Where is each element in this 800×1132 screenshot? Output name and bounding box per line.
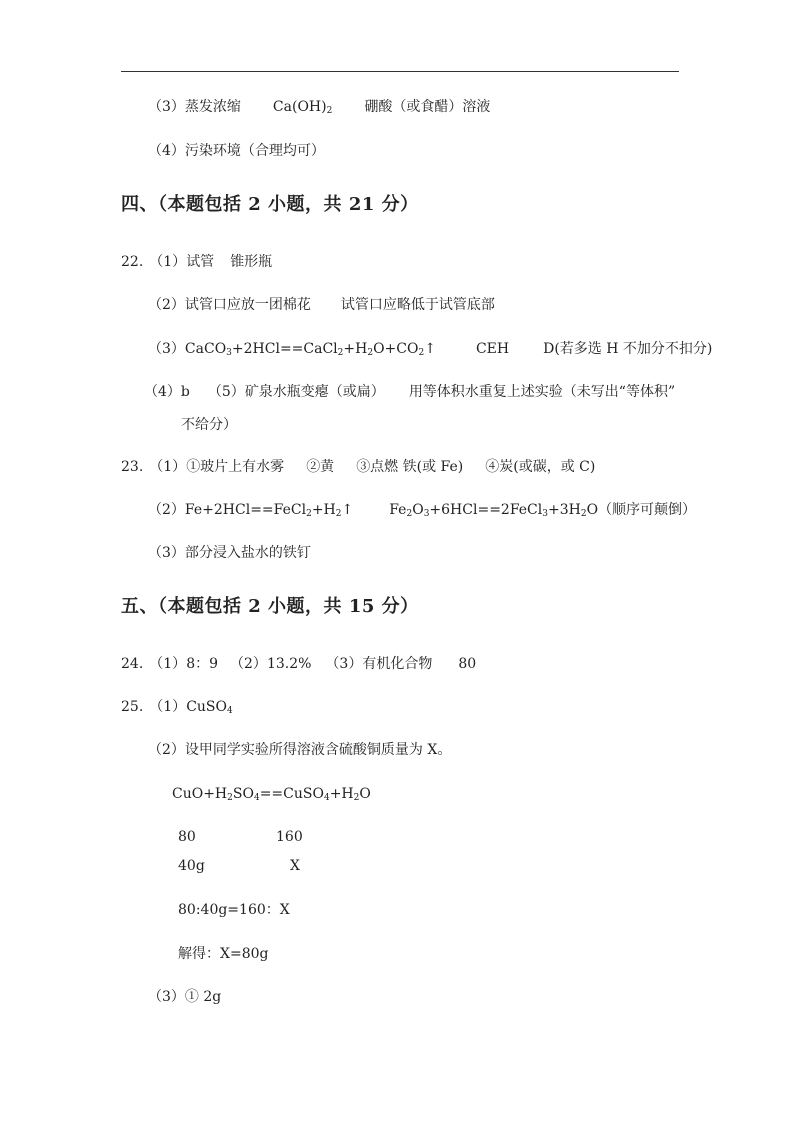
q24-answers: 24. （1）8：9 （2）13.2% （3）有机化合物 80: [121, 656, 477, 672]
q21-item-4: （4）污染环境（合理均可）: [148, 143, 325, 159]
q23-item-1: 23. （1）①玻片上有水雾 ②黄 ③点燃 铁(或 Fe) ④炭(或碳，或 C): [121, 459, 596, 475]
calc-mass-b: X: [290, 858, 300, 874]
calc-ratio: 80:40g=160：X: [178, 902, 290, 918]
equation-fe2o3: $Fe_2O_3+6HCl==2FeCl_3+3H_2O$: [389, 502, 599, 519]
q22-item-3: $(3)CaCO_3+2HCl==CaCl_2+H_2O+CO_2↑$ CEH D(若多选 H 不加分不扣分): [148, 341, 713, 358]
q22-item-4-5: （4）b （5）矿泉水瓶变瘪（或扁） 用等体积水重复上述实验（未写出“等体积”: [144, 384, 676, 400]
equation-cuo: $CuO+H_2SO_4==CuSO_4+H_2O$: [172, 786, 371, 803]
q25-item-1: 25. （1）CuSO$_4$: [121, 699, 233, 716]
formula-cuso4: CuSO$_4$: [186, 699, 233, 716]
q23-item-3: （3）部分浸入盐水的铁钉: [148, 545, 311, 561]
section-5-heading: 五、（本题包括 2 小题，共 15 分）: [121, 596, 419, 617]
q25-item-3: （3）① 2g: [148, 989, 222, 1005]
q21-item-3: （3）蒸发浓缩 $Ca(OH)_2$ 硼酸（或食醋）溶液: [148, 99, 491, 116]
top-rule: [121, 71, 679, 72]
calc-molar-mass-b: 160: [276, 829, 303, 845]
q22-item-1: 22. （1）试管 锥形瓶: [121, 254, 273, 270]
equation-caco3: $CaCO_3+2HCl==CaCl_2+H_2O+CO_2↑$: [184, 341, 436, 358]
section-4-heading: 四、（本题包括 2 小题，共 21 分）: [121, 194, 419, 215]
q22-item-5-continued: 不给分）: [181, 417, 237, 433]
calc-mass-a: 40g: [178, 858, 205, 874]
q23-item-2: $(2)Fe+2HCl==FeCl_2+H_2↑$ $Fe_2O_3+6HCl==2FeCl_3+3H_2O$（顺序可颠倒）: [148, 502, 697, 519]
equation-fe: $Fe+2HCl==FeCl_2+H_2↑$: [184, 502, 354, 519]
calc-molar-mass-a: 80: [178, 829, 196, 845]
q25-item-2: （2）设甲同学实验所得溶液含硫酸铜质量为 X。: [148, 742, 452, 758]
q22-item-2: （2）试管口应放一团棉花 试管口应略低于试管底部: [148, 297, 495, 313]
calc-solution: 解得：X=80g: [178, 946, 269, 962]
